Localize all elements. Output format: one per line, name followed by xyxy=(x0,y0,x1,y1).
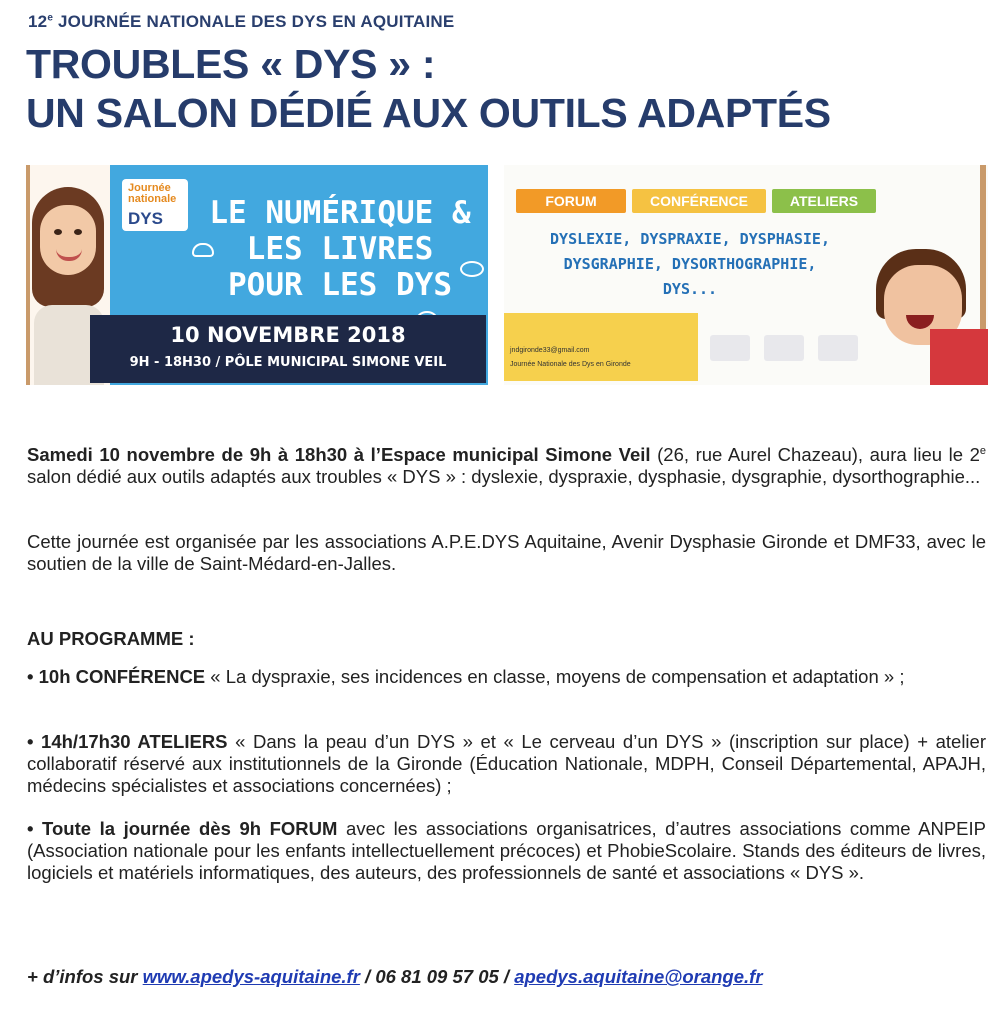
kicker-superscript: e xyxy=(47,12,54,24)
journee-dys-logo xyxy=(122,179,188,231)
logo-text-bottom: DYS xyxy=(128,209,163,228)
programme-item-ateliers xyxy=(27,731,986,797)
kicker-text: JOURNÉE NATIONALE DES DYS EN AQUITAINE xyxy=(53,12,455,31)
more-info-footer xyxy=(27,966,763,988)
headline-line-1: TROUBLES « DYS » : xyxy=(26,41,436,87)
banner-title-line-1: LE NUMÉRIQUE & xyxy=(209,195,471,231)
banner-title-line-3: POUR LES DYS xyxy=(228,267,452,303)
item-ateliers-text: « Dans la peau d’un DYS » et « Le cerveau d’un DYS » (inscription sur place) + atelier collaboratif réservé aux institutionnels de la Gironde (Éducation Nationale, MDPH, Conseil Départemental, APAJH, médecins spécialistes et associations concernées) ; xyxy=(27,731,986,796)
headline-line-2: UN SALON DÉDIÉ AUX OUTILS ADAPTÉS xyxy=(26,90,831,136)
event-date: 10 NOVEMBRE 2018 xyxy=(170,323,406,347)
banner-title-line-2: LES LIVRES xyxy=(246,231,434,267)
page-title xyxy=(26,40,831,138)
banner-contact-email: jndgironde33@gmail.com xyxy=(510,347,590,354)
intro-paragraph xyxy=(27,440,986,488)
dys-list xyxy=(518,227,862,302)
kicker-number: 12 xyxy=(28,12,48,31)
banner-contact-box xyxy=(504,313,698,381)
tag-conference: CONFÉRENCE xyxy=(632,189,766,213)
item-forum-text: avec les associations organisatrices, d’autres associations comme ANPEIP (Association nationale pour les enfants intellectuellement précoces) et PhobieScolaire. Stands des éditeurs de livres, logiciels et matériels informatiques, des auteurs, des professionnels de santé et associations « DYS ». xyxy=(27,818,986,883)
programme-item-conference xyxy=(27,666,986,688)
partner-logos xyxy=(710,335,858,361)
banner-title xyxy=(195,195,485,303)
email-link[interactable]: apedys.aquitaine@orange.fr xyxy=(514,966,763,987)
boy-illustration xyxy=(876,217,988,385)
banner-contact-facebook: Journée Nationale des Dys en Gironde xyxy=(510,361,631,368)
item-conference-bold: • 10h CONFÉRENCE xyxy=(27,666,206,687)
intro-text-a: (26, rue Aurel Chazeau), aura lieu le 2 xyxy=(650,444,980,466)
programme-heading: AU PROGRAMME : xyxy=(27,628,195,649)
date-bar xyxy=(90,315,486,383)
dys-line-2: DYSGRAPHIE, DYSORTHOGRAPHIE, xyxy=(563,255,817,273)
kicker xyxy=(28,12,454,32)
item-forum-bold: • Toute la journée dès 9h FORUM xyxy=(27,818,338,839)
footer-prefix: + d’infos sur xyxy=(27,966,143,987)
partner-logo xyxy=(710,335,750,361)
intro-superscript: e xyxy=(979,445,986,457)
dys-line-3: DYS... xyxy=(662,280,718,298)
dys-line-1: DYSLEXIE, DYSPRAXIE, DYSPHASIE, xyxy=(550,230,830,248)
partner-logo xyxy=(764,335,804,361)
logo-text-top: Journée nationale xyxy=(128,182,177,205)
event-time-venue: 9H - 18H30 / PÔLE MUNICIPAL SIMONE VEIL xyxy=(129,355,447,370)
event-banner xyxy=(26,165,988,385)
tag-forum: FORUM xyxy=(516,189,626,213)
phone-number: / 06 81 09 57 05 / xyxy=(359,966,515,987)
intro-text-b: salon dédié aux outils adaptés aux troubles « DYS » : dyslexie, dyspraxie, dysphasie, dysgraphie, dysorthographie... xyxy=(27,466,981,488)
event-tags xyxy=(516,189,876,213)
tag-ateliers: ATELIERS xyxy=(772,189,876,213)
partner-logo xyxy=(818,335,858,361)
item-conference-text: « La dyspraxie, ses incidences en classe, moyens de compensation et adaptation » ; xyxy=(205,666,905,687)
website-link[interactable]: www.apedys-aquitaine.fr xyxy=(142,966,360,987)
item-ateliers-bold: • 14h/17h30 ATELIERS xyxy=(27,731,228,752)
intro-bold: Samedi 10 novembre de 9h à 18h30 à l’Espace municipal Simone Veil xyxy=(27,444,651,466)
programme-item-forum xyxy=(27,818,986,884)
organizers-paragraph: Cette journée est organisée par les associations A.P.E.DYS Aquitaine, Avenir Dysphasie Gironde et DMF33, avec le soutien de la ville de Saint-Médard-en-Jalles. xyxy=(27,531,986,574)
banner-right-panel xyxy=(504,165,988,385)
